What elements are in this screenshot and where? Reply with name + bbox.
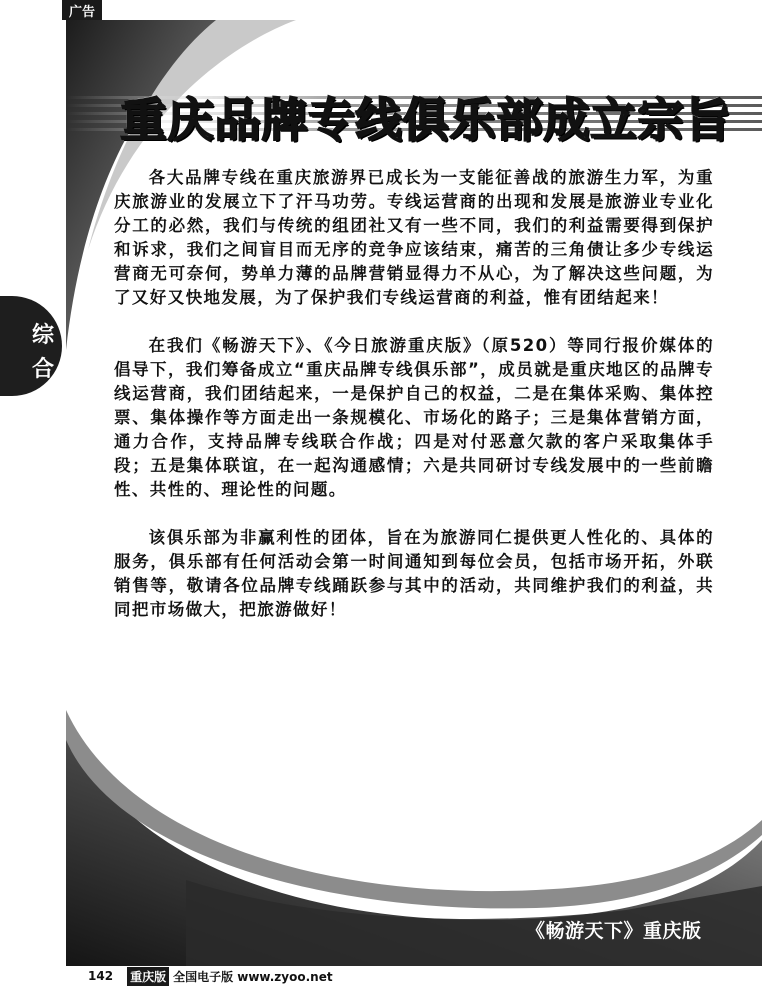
ad-panel: [66, 20, 762, 966]
paragraph-3: 该俱乐部为非赢利性的团体，旨在为旅游同仁提供更人性化的、具体的服务，俱乐部有任何活动会第一时间通知到每位会员，包括市场开拓，外联销售等，敬请各位品牌专线踊跃参与其中的活动，共同维护我们的利益，共同把市场做大，把旅游做好！: [114, 528, 714, 619]
article-body: [114, 166, 714, 646]
page-footer: [88, 966, 333, 986]
section-tab-char-1: 综: [32, 323, 55, 348]
publication-name: 《畅游天下》重庆版: [526, 920, 702, 942]
ad-tag: 广告: [62, 0, 102, 20]
footer-url-text: 全国电子版 www.zyoo.net: [173, 969, 333, 984]
edition-badge: 重庆版: [127, 967, 169, 986]
title-banner: [106, 76, 746, 166]
paragraph-1: 各大品牌专线在重庆旅游界已成长为一支能征善战的旅游生力军，为重庆旅游业的发展立下了汗马功劳。专线运营商的出现和发展是旅游业专业化分工的必然，我们与传统的组团社又有一些不同，我们的利益需要得到保护和诉求，我们之间盲目而无序的竞争应该结束，痛苦的三角债让多少专线运营商无可奈何，势单力薄的品牌营销显得力不从心，为了解决这些问题，为了又好又快地发展，为了保护我们专线运营商的利益，惟有团结起来！: [114, 168, 714, 307]
section-tab: [0, 296, 62, 396]
section-tab-char-2: 合: [32, 357, 55, 382]
page-title: 重庆品牌专线俱乐部成立宗旨: [120, 93, 732, 147]
page-number: 142: [88, 969, 114, 983]
paragraph-2: 在我们《畅游天下》、《今日旅游重庆版》（原520）等同行报价媒体的倡导下，我们筹备成立“重庆品牌专线俱乐部”，成员就是重庆地区的品牌专线运营商，我们团结起来，一是保护自己的权益，二是在集体采购、集体控票、集体操作等方面走出一条规模化、市场化的路子；三是集体营销方面，通力合作，支持品牌专线联合作战；四是对付恶意欠款的客户采取集体手段；五是集体联谊，在一起沟通感情；六是共同研讨专线发展中的一些前瞻性、共性的、理论性的问题。: [114, 336, 714, 499]
